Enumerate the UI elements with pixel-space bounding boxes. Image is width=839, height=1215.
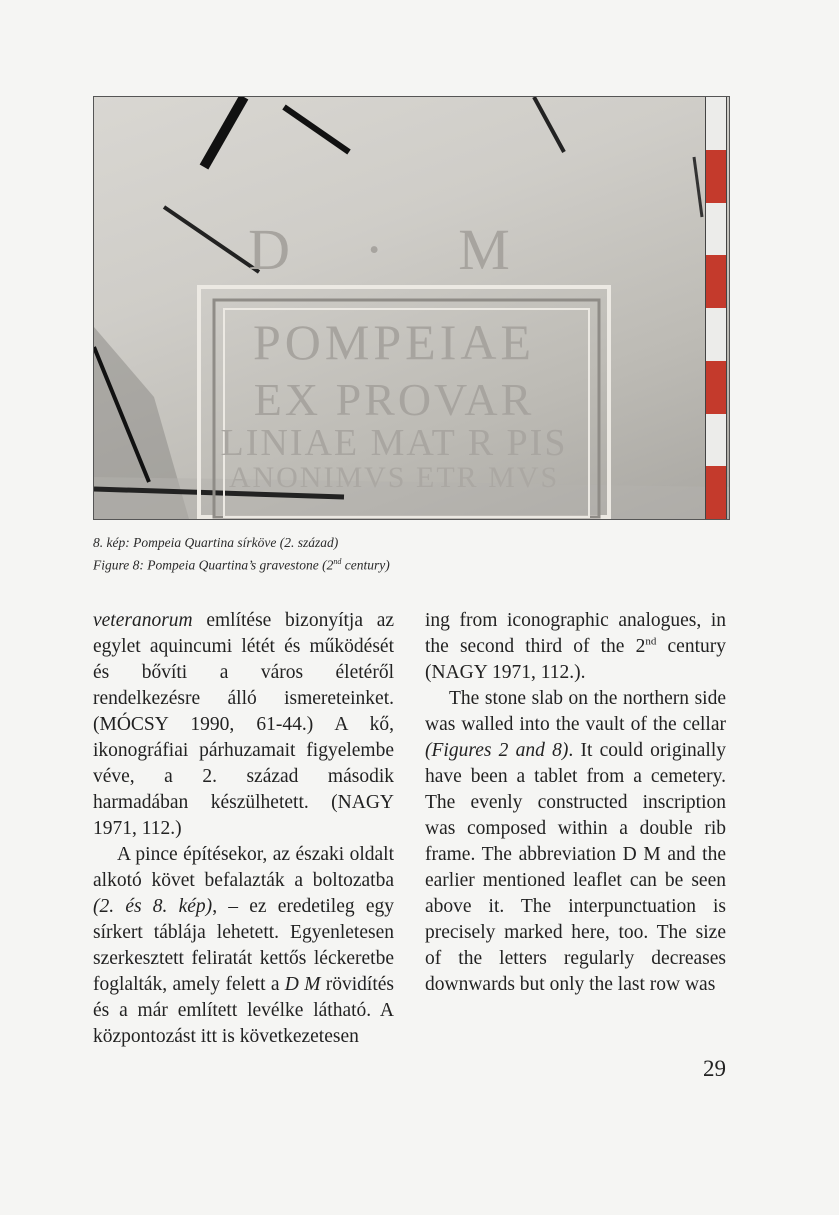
inscription-line-3: EX PROVAR [253, 374, 535, 425]
figure-reference: (Figures 2 and 8) [425, 740, 569, 761]
measuring-rod [705, 97, 727, 519]
caption-hungarian: 8. kép: Pompeia Quartina sírköve (2. század) [93, 535, 339, 550]
left-paragraph-2: A pince építésekor, az északi oldalt alkotó követ befalazták a boltozatba (2. és 8. kép), – ez eredetileg egy sírkert táblája lehetett. Egyenletesen szerkesztett feliratát kettős léckeretbe foglalták, amely felett a D M rövidítés és a már említett levélke látható. A központozást itt is következetesen [93, 844, 394, 1047]
inscription-line-5: ANONIMVS ETR MVS [228, 461, 560, 494]
gravestone-illustration [94, 97, 729, 519]
gravestone-photo [93, 96, 730, 520]
figure-reference: (2. és 8. kép) [93, 896, 213, 917]
inscription-line-1: D · M [248, 217, 540, 282]
left-paragraph-1: veteranorum említése bizonyítja az egylet aquincumi létét és működését és bővíti a város életéről rendelkezésre álló ismereteinket. (MÓCSY 1990, 61-44.) A kő, ikonográfiai párhuzamait figyelembe véve, a 2. század második harmadában készülhetett. (NAGY 1971, 112.) [93, 610, 394, 839]
page-number: 29 [703, 1056, 726, 1081]
right-column-english [425, 608, 726, 998]
abbreviation-dm: D M [284, 974, 321, 995]
right-paragraph-2: The stone slab on the northern side was walled into the vault of the cellar (Figures 2 and 8). It could originally have been a tablet from a cemetery. The evenly constructed inscription was composed within a double rib frame. The abbreviation D M and the earlier mentioned leaflet can be seen above it. The interpunctuation is precisely marked here, too. The size of the letters regularly decreases downwards but only the last row was [425, 688, 726, 995]
right-paragraph-1: ing from iconographic analogues, in the second third of the 2nd century (NAGY 1971, 112.). [425, 610, 726, 683]
left-column-hungarian [93, 608, 394, 1050]
inscription-line-2: POMPEIAE [252, 314, 536, 370]
caption-english: Figure 8: Pompeia Quartina’s gravestone (2nd century) [93, 557, 390, 573]
figure-caption [93, 533, 653, 575]
inscription-line-4: LINIAE MAT R PIS [220, 422, 568, 464]
term-veteranorum: veteranorum [93, 610, 193, 631]
